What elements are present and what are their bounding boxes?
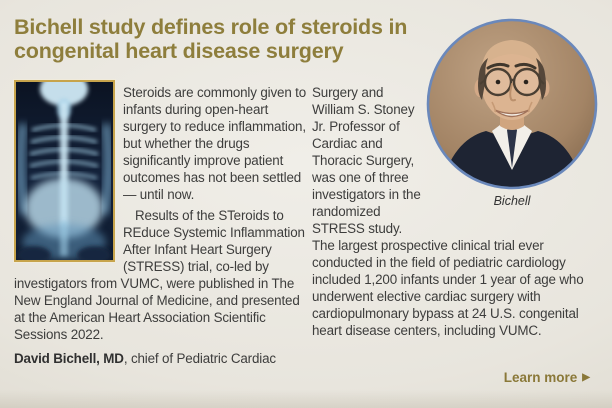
article-paragraph: The largest prospective clinical trial ever conducted in the field of pediatric cardiology included 1,200 infants under 1 year of age who underwent elective cardiac surgery with cardiopulmonary bypass at 24 U.S. congenital heart disease centers, including VUMC. — [312, 238, 584, 338]
xray-float-spacer — [14, 84, 123, 274]
byline-name: David Bichell, MD — [14, 351, 124, 366]
article-paragraph: Steroids are commonly given to infants during open-heart surgery to reduce inflammation, but whether the drugs significantly improve patient outcomes has not been settled — until now. — [123, 85, 307, 202]
portrait-float-spacer — [426, 84, 602, 236]
learn-more-label: Learn more — [503, 370, 578, 385]
arrow-right-icon: ▶ — [582, 372, 590, 383]
byline-rest: , chief of Pediatric Cardiac — [123, 351, 276, 366]
article-paragraph: Surgery and William S. Stoney Jr. Professor of Cardiac and Thoracic Surgery, was one of three investigators in the randomized STRESS study. — [312, 85, 421, 236]
article-paragraph: Results of the STeroids to REduce Systemic Inflammation After Infant Heart Surgery (STRESS) trial, co-led by investigators from VUMC, were published in The New England Journal of Medicine, and presented at the American Heart Association Scientific Sessions 2022. — [14, 208, 305, 342]
learn-more-link[interactable] — [504, 370, 590, 385]
headline: Bichell study defines role of steroids in congenital heart disease surgery — [14, 15, 408, 64]
byline — [14, 350, 310, 367]
portrait-caption: Bichell — [493, 194, 531, 208]
article-column-left — [14, 84, 310, 367]
article-column-right — [312, 84, 602, 339]
